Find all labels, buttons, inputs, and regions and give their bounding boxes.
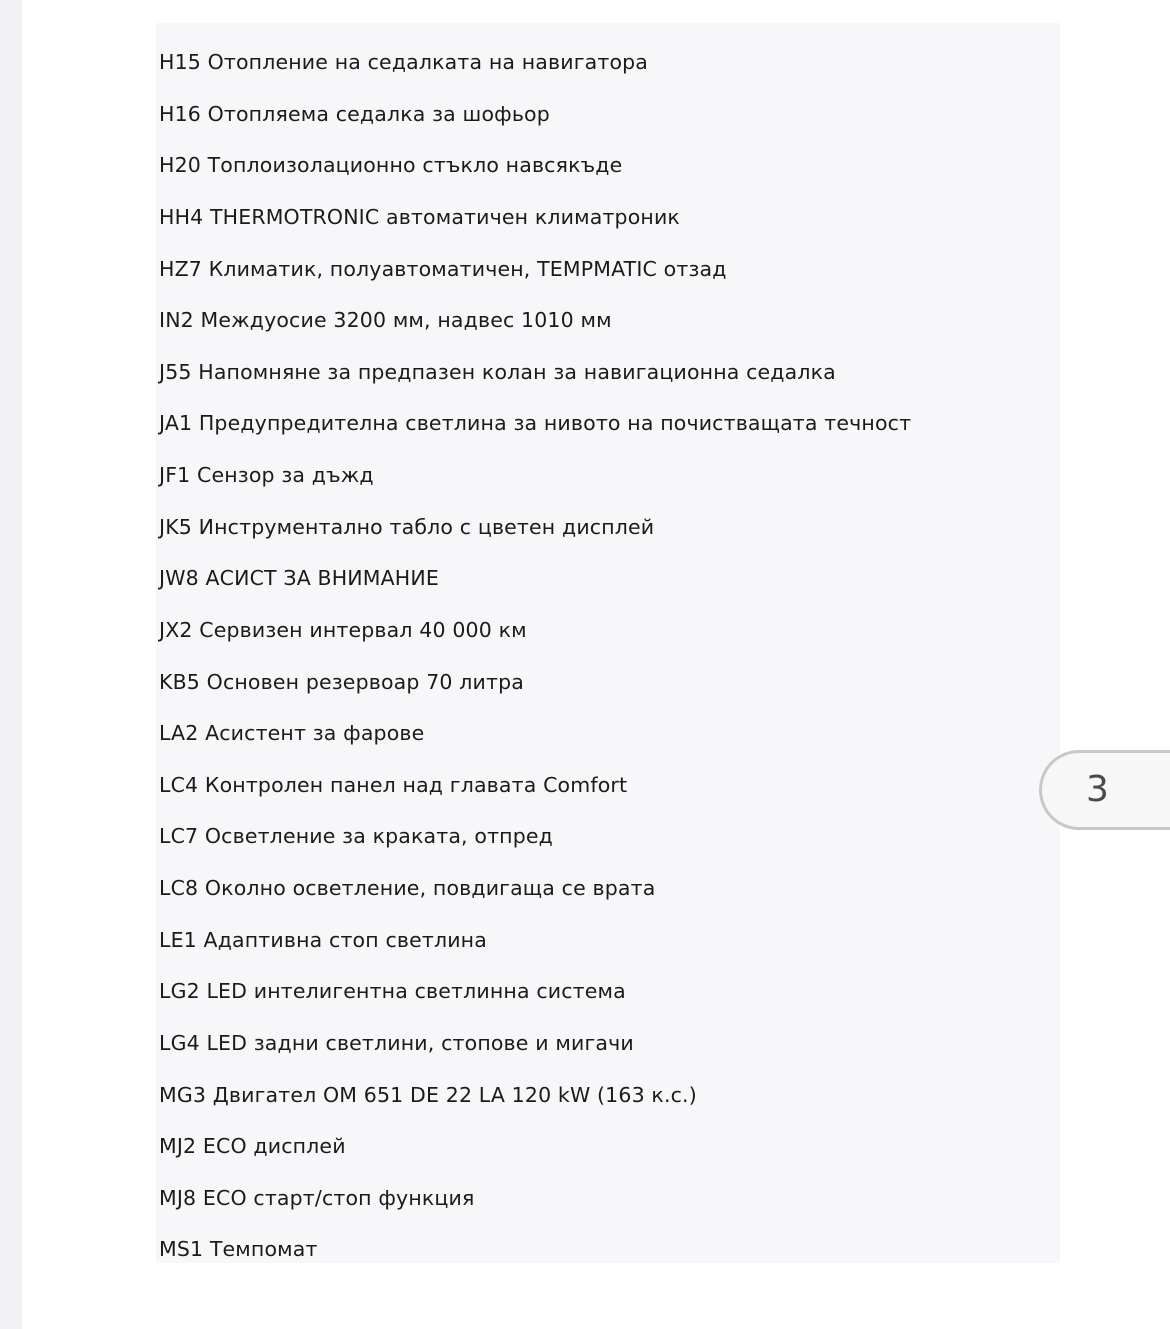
option-item: MJ2 ECO дисплей bbox=[159, 1134, 346, 1158]
option-item: HH4 THERMOTRONIC автоматичен климатроник bbox=[159, 205, 680, 229]
option-item: KB5 Основен резервоар 70 литра bbox=[159, 670, 524, 694]
page-number-tab[interactable]: 3 bbox=[1039, 750, 1170, 830]
option-item: JK5 Инструментално табло с цветен дисплей bbox=[159, 515, 655, 539]
option-item: LC7 Осветление за краката, отпред bbox=[159, 824, 553, 848]
option-item: JA1 Предупредителна светлина за нивото на почистващата течност bbox=[159, 411, 912, 435]
option-item: LE1 Адаптивна стоп светлина bbox=[159, 928, 487, 952]
option-item: LC4 Контролен панел над главата Comfort bbox=[159, 773, 628, 797]
option-item: J55 Напомняне за предпазен колан за навигационна седалка bbox=[159, 360, 836, 384]
option-item: H20 Топлоизолационно стъкло навсякъде bbox=[159, 153, 623, 177]
option-item: H16 Отопляема седалка за шофьор bbox=[159, 102, 550, 126]
option-item: MJ8 ECO старт/стоп функция bbox=[159, 1186, 475, 1210]
option-item: HZ7 Климатик, полуавтоматичен, TEMPMATIC отзад bbox=[159, 257, 727, 281]
option-item: JF1 Сензор за дъжд bbox=[159, 463, 374, 487]
option-item: MG3 Двигател OM 651 DE 22 LA 120 kW (163 к.с.) bbox=[159, 1083, 697, 1107]
option-item: JX2 Сервизен интервал 40 000 км bbox=[159, 618, 527, 642]
option-item: LA2 Асистент за фарове bbox=[159, 721, 425, 745]
option-item: JW8 АСИСТ ЗА ВНИМАНИЕ bbox=[159, 566, 439, 590]
equipment-options-panel bbox=[156, 23, 1060, 1263]
option-item: LG4 LED задни светлини, стопове и мигачи bbox=[159, 1031, 634, 1055]
option-item: MS1 Темпомат bbox=[159, 1237, 318, 1261]
option-item: IN2 Междуосие 3200 мм, надвес 1010 мм bbox=[159, 308, 612, 332]
option-item: LC8 Околно осветление, повдигаща се врата bbox=[159, 876, 656, 900]
option-item: LG2 LED интелигентна светлинна система bbox=[159, 979, 626, 1003]
option-item: H15 Отопление на седалката на навигатора bbox=[159, 50, 649, 74]
